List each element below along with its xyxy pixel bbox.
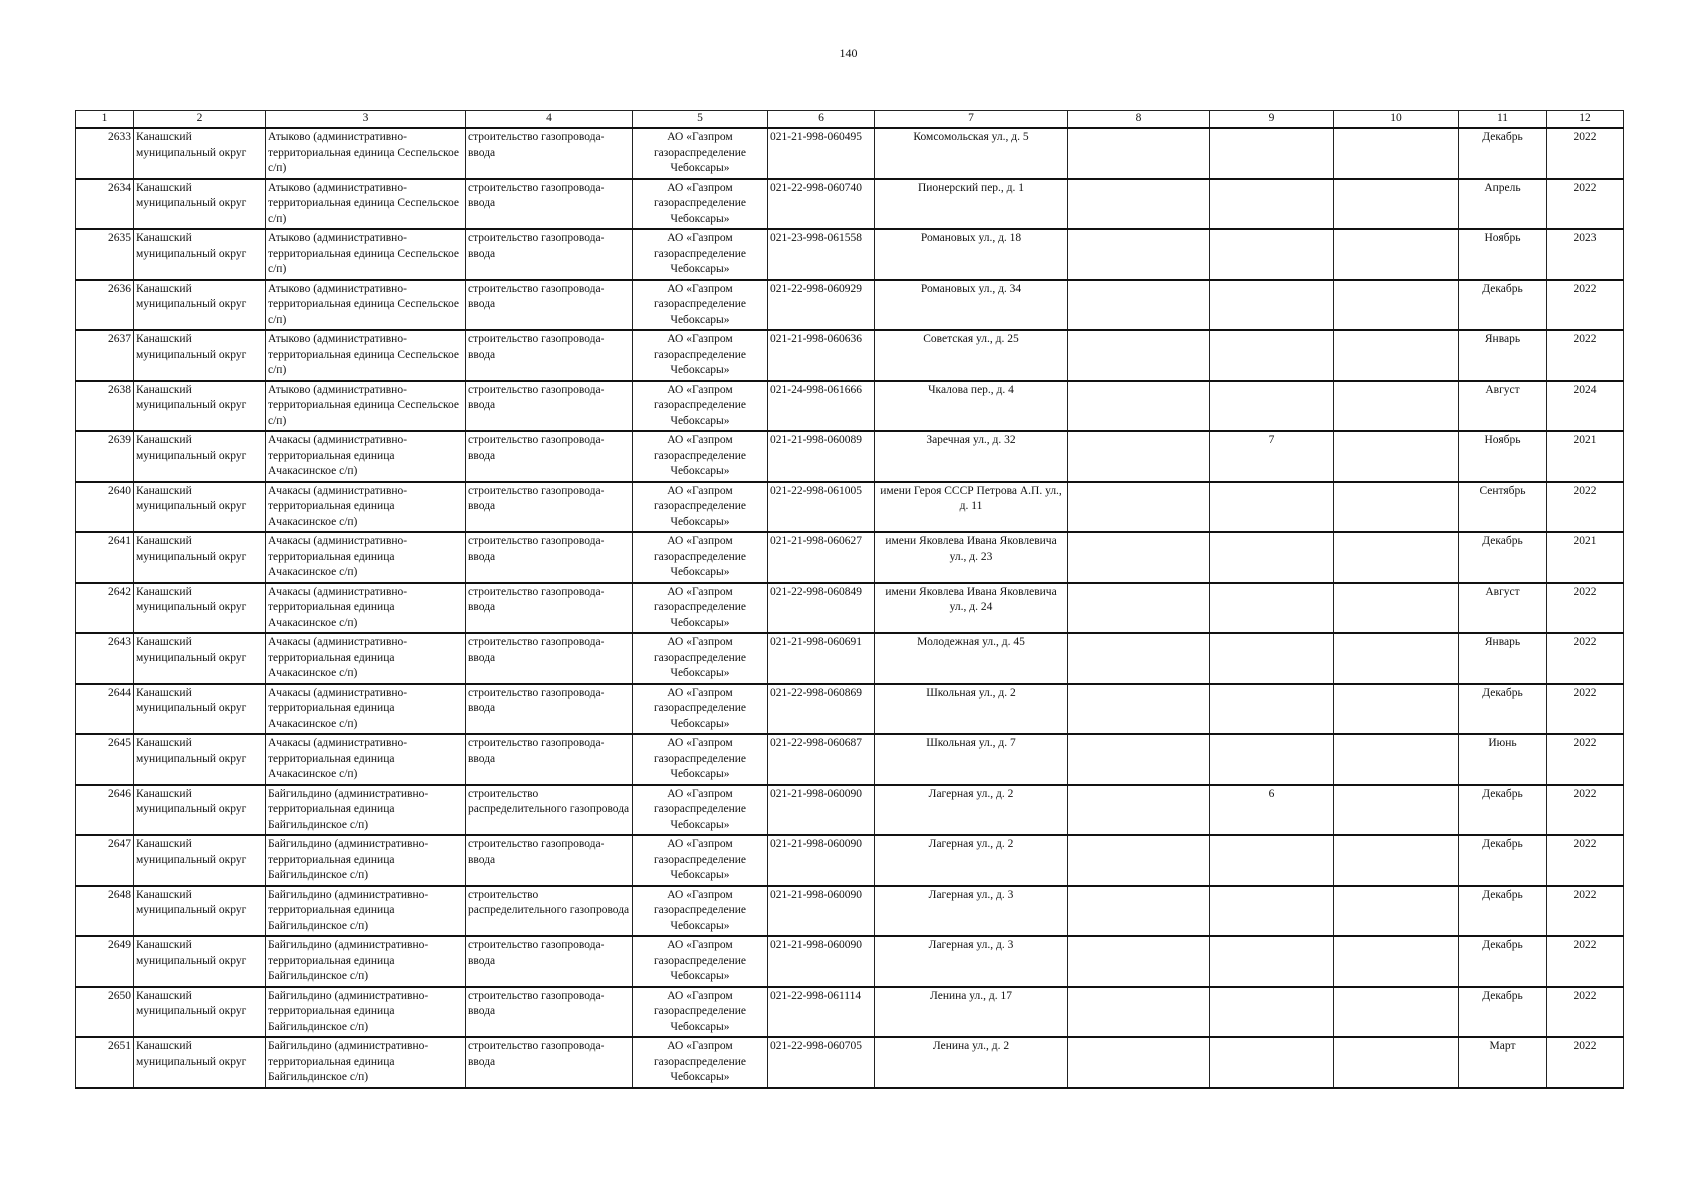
table-row <box>76 482 1624 533</box>
year-cell: 2022 <box>1547 330 1624 381</box>
district-cell: Канашский муниципальный округ <box>134 179 266 230</box>
district-cell: Канашский муниципальный округ <box>134 482 266 533</box>
district-cell: Канашский муниципальный округ <box>134 1037 266 1088</box>
year-cell: 2022 <box>1547 1037 1624 1088</box>
column-10-cell <box>1334 583 1459 634</box>
work-type-cell: строительство распределительного газопровода <box>466 785 633 836</box>
month-cell: Ноябрь <box>1459 229 1547 280</box>
table-row <box>76 633 1624 684</box>
district-cell: Канашский муниципальный округ <box>134 734 266 785</box>
work-type-cell: строительство газопровода-ввода <box>466 179 633 230</box>
year-cell: 2024 <box>1547 381 1624 432</box>
column-8-cell <box>1068 128 1210 179</box>
column-10-cell <box>1334 835 1459 886</box>
work-type-cell: строительство распределительного газопровода <box>466 886 633 937</box>
object-code-cell: 021-22-998-060849 <box>768 583 875 634</box>
address-cell: Лагерная ул., д. 3 <box>875 936 1068 987</box>
month-cell: Январь <box>1459 633 1547 684</box>
table-row <box>76 229 1624 280</box>
column-8-cell <box>1068 431 1210 482</box>
address-cell: Комсомольская ул., д. 5 <box>875 128 1068 179</box>
column-10-cell <box>1334 633 1459 684</box>
month-cell: Март <box>1459 1037 1547 1088</box>
address-cell: Романовых ул., д. 18 <box>875 229 1068 280</box>
organization-cell: АО «Газпром газораспределение Чебоксары» <box>633 280 768 331</box>
column-8-cell <box>1068 633 1210 684</box>
object-code-cell: 021-22-998-060740 <box>768 179 875 230</box>
column-9-cell <box>1210 835 1334 886</box>
row-number: 2648 <box>76 886 134 937</box>
column-8-cell <box>1068 381 1210 432</box>
organization-cell: АО «Газпром газораспределение Чебоксары» <box>633 936 768 987</box>
row-number: 2651 <box>76 1037 134 1088</box>
district-cell: Канашский муниципальный округ <box>134 936 266 987</box>
row-number: 2646 <box>76 785 134 836</box>
column-9-cell <box>1210 532 1334 583</box>
column-9-cell <box>1210 1037 1334 1088</box>
address-cell: Лагерная ул., д. 2 <box>875 785 1068 836</box>
settlement-cell: Байгильдино (административно-территориальная единица Байгильдинское с/п) <box>266 835 466 886</box>
column-10-cell <box>1334 734 1459 785</box>
work-type-cell: строительство газопровода-ввода <box>466 633 633 684</box>
column-8-cell <box>1068 229 1210 280</box>
column-8-cell <box>1068 936 1210 987</box>
row-number: 2650 <box>76 987 134 1038</box>
work-type-cell: строительство газопровода-ввода <box>466 532 633 583</box>
column-8-cell <box>1068 532 1210 583</box>
district-cell: Канашский муниципальный округ <box>134 532 266 583</box>
month-cell: Декабрь <box>1459 532 1547 583</box>
row-number: 2641 <box>76 532 134 583</box>
organization-cell: АО «Газпром газораспределение Чебоксары» <box>633 431 768 482</box>
year-cell: 2022 <box>1547 785 1624 836</box>
column-10-cell <box>1334 532 1459 583</box>
address-cell: Ленина ул., д. 2 <box>875 1037 1068 1088</box>
table-row <box>76 1037 1624 1088</box>
row-number: 2636 <box>76 280 134 331</box>
column-number: 2 <box>134 111 266 129</box>
column-10-cell <box>1334 431 1459 482</box>
column-9-cell <box>1210 684 1334 735</box>
settlement-cell: Ачакасы (административно-территориальная единица Ачакасинское с/п) <box>266 734 466 785</box>
column-8-cell <box>1068 684 1210 735</box>
district-cell: Канашский муниципальный округ <box>134 330 266 381</box>
address-cell: Ленина ул., д. 17 <box>875 987 1068 1038</box>
column-number: 3 <box>266 111 466 129</box>
month-cell: Сентябрь <box>1459 482 1547 533</box>
column-number-row <box>76 111 1624 129</box>
table-row <box>76 179 1624 230</box>
district-cell: Канашский муниципальный округ <box>134 835 266 886</box>
row-number: 2647 <box>76 835 134 886</box>
table-row <box>76 431 1624 482</box>
settlement-cell: Ачакасы (административно-территориальная единица Ачакасинское с/п) <box>266 583 466 634</box>
settlement-cell: Байгильдино (административно-территориальная единица Байгильдинское с/п) <box>266 1037 466 1088</box>
organization-cell: АО «Газпром газораспределение Чебоксары» <box>633 987 768 1038</box>
address-cell: Молодежная ул., д. 45 <box>875 633 1068 684</box>
address-cell: Лагерная ул., д. 3 <box>875 886 1068 937</box>
column-number: 9 <box>1210 111 1334 129</box>
month-cell: Декабрь <box>1459 684 1547 735</box>
object-code-cell: 021-21-998-060090 <box>768 835 875 886</box>
work-type-cell: строительство газопровода-ввода <box>466 936 633 987</box>
month-cell: Январь <box>1459 330 1547 381</box>
month-cell: Август <box>1459 381 1547 432</box>
address-cell: Школьная ул., д. 7 <box>875 734 1068 785</box>
table-row <box>76 532 1624 583</box>
district-cell: Канашский муниципальный округ <box>134 431 266 482</box>
district-cell: Канашский муниципальный округ <box>134 633 266 684</box>
column-9-cell: 6 <box>1210 785 1334 836</box>
object-code-cell: 021-24-998-061666 <box>768 381 875 432</box>
object-code-cell: 021-21-998-060495 <box>768 128 875 179</box>
row-number: 2635 <box>76 229 134 280</box>
object-code-cell: 021-22-998-060869 <box>768 684 875 735</box>
column-9-cell <box>1210 583 1334 634</box>
organization-cell: АО «Газпром газораспределение Чебоксары» <box>633 886 768 937</box>
object-code-cell: 021-21-998-060090 <box>768 936 875 987</box>
month-cell: Апрель <box>1459 179 1547 230</box>
column-number: 11 <box>1459 111 1547 129</box>
column-9-cell <box>1210 987 1334 1038</box>
address-cell: имени Яковлева Ивана Яковлевича ул., д. 24 <box>875 583 1068 634</box>
settlement-cell: Атыково (административно-территориальная единица Сеспельское с/п) <box>266 330 466 381</box>
row-number: 2638 <box>76 381 134 432</box>
table-row <box>76 583 1624 634</box>
work-type-cell: строительство газопровода-ввода <box>466 1037 633 1088</box>
organization-cell: АО «Газпром газораспределение Чебоксары» <box>633 532 768 583</box>
organization-cell: АО «Газпром газораспределение Чебоксары» <box>633 330 768 381</box>
year-cell: 2022 <box>1547 583 1624 634</box>
work-type-cell: строительство газопровода-ввода <box>466 229 633 280</box>
year-cell: 2021 <box>1547 532 1624 583</box>
district-cell: Канашский муниципальный округ <box>134 583 266 634</box>
object-code-cell: 021-22-998-061005 <box>768 482 875 533</box>
month-cell: Декабрь <box>1459 987 1547 1038</box>
table-row <box>76 936 1624 987</box>
organization-cell: АО «Газпром газораспределение Чебоксары» <box>633 633 768 684</box>
row-number: 2633 <box>76 128 134 179</box>
row-number: 2637 <box>76 330 134 381</box>
year-cell: 2023 <box>1547 229 1624 280</box>
column-9-cell <box>1210 633 1334 684</box>
organization-cell: АО «Газпром газораспределение Чебоксары» <box>633 583 768 634</box>
column-9-cell <box>1210 280 1334 331</box>
settlement-cell: Атыково (административно-территориальная единица Сеспельское с/п) <box>266 381 466 432</box>
column-9-cell <box>1210 886 1334 937</box>
column-8-cell <box>1068 330 1210 381</box>
column-8-cell <box>1068 987 1210 1038</box>
row-number: 2634 <box>76 179 134 230</box>
table-row <box>76 280 1624 331</box>
month-cell: Декабрь <box>1459 280 1547 331</box>
organization-cell: АО «Газпром газораспределение Чебоксары» <box>633 684 768 735</box>
address-cell: Заречная ул., д. 32 <box>875 431 1068 482</box>
object-code-cell: 021-22-998-061114 <box>768 987 875 1038</box>
month-cell: Декабрь <box>1459 128 1547 179</box>
year-cell: 2021 <box>1547 431 1624 482</box>
column-10-cell <box>1334 1037 1459 1088</box>
table-row <box>76 835 1624 886</box>
organization-cell: АО «Газпром газораспределение Чебоксары» <box>633 229 768 280</box>
column-10-cell <box>1334 684 1459 735</box>
table-row <box>76 684 1624 735</box>
month-cell: Июнь <box>1459 734 1547 785</box>
column-8-cell <box>1068 583 1210 634</box>
settlement-cell: Ачакасы (административно-территориальная единица Ачакасинское с/п) <box>266 431 466 482</box>
registry-table <box>75 110 1624 1089</box>
address-cell: Советская ул., д. 25 <box>875 330 1068 381</box>
year-cell: 2022 <box>1547 128 1624 179</box>
column-8-cell <box>1068 734 1210 785</box>
month-cell: Август <box>1459 583 1547 634</box>
table-row <box>76 330 1624 381</box>
work-type-cell: строительство газопровода-ввода <box>466 583 633 634</box>
object-code-cell: 021-21-998-060089 <box>768 431 875 482</box>
settlement-cell: Ачакасы (административно-территориальная единица Ачакасинское с/п) <box>266 482 466 533</box>
column-9-cell <box>1210 330 1334 381</box>
column-10-cell <box>1334 280 1459 331</box>
year-cell: 2022 <box>1547 179 1624 230</box>
month-cell: Декабрь <box>1459 835 1547 886</box>
work-type-cell: строительство газопровода-ввода <box>466 381 633 432</box>
organization-cell: АО «Газпром газораспределение Чебоксары» <box>633 179 768 230</box>
address-cell: Лагерная ул., д. 2 <box>875 835 1068 886</box>
column-8-cell <box>1068 886 1210 937</box>
column-10-cell <box>1334 179 1459 230</box>
column-10-cell <box>1334 886 1459 937</box>
work-type-cell: строительство газопровода-ввода <box>466 734 633 785</box>
column-9-cell: 7 <box>1210 431 1334 482</box>
year-cell: 2022 <box>1547 987 1624 1038</box>
table-row <box>76 734 1624 785</box>
organization-cell: АО «Газпром газораспределение Чебоксары» <box>633 482 768 533</box>
column-number: 10 <box>1334 111 1459 129</box>
settlement-cell: Байгильдино (административно-территориальная единица Байгильдинское с/п) <box>266 785 466 836</box>
row-number: 2645 <box>76 734 134 785</box>
settlement-cell: Атыково (административно-территориальная единица Сеспельское с/п) <box>266 229 466 280</box>
column-10-cell <box>1334 482 1459 533</box>
month-cell: Ноябрь <box>1459 431 1547 482</box>
column-8-cell <box>1068 179 1210 230</box>
month-cell: Декабрь <box>1459 886 1547 937</box>
organization-cell: АО «Газпром газораспределение Чебоксары» <box>633 1037 768 1088</box>
settlement-cell: Атыково (административно-территориальная единица Сеспельское с/п) <box>266 179 466 230</box>
column-number: 12 <box>1547 111 1624 129</box>
district-cell: Канашский муниципальный округ <box>134 987 266 1038</box>
column-number: 4 <box>466 111 633 129</box>
year-cell: 2022 <box>1547 835 1624 886</box>
address-cell: Пионерский пер., д. 1 <box>875 179 1068 230</box>
column-8-cell <box>1068 280 1210 331</box>
work-type-cell: строительство газопровода-ввода <box>466 987 633 1038</box>
organization-cell: АО «Газпром газораспределение Чебоксары» <box>633 785 768 836</box>
row-number: 2643 <box>76 633 134 684</box>
year-cell: 2022 <box>1547 633 1624 684</box>
row-number: 2642 <box>76 583 134 634</box>
column-9-cell <box>1210 128 1334 179</box>
organization-cell: АО «Газпром газораспределение Чебоксары» <box>633 835 768 886</box>
column-number: 1 <box>76 111 134 129</box>
column-10-cell <box>1334 330 1459 381</box>
district-cell: Канашский муниципальный округ <box>134 128 266 179</box>
column-8-cell <box>1068 785 1210 836</box>
object-code-cell: 021-21-998-060090 <box>768 785 875 836</box>
address-cell: имени Героя СССР Петрова А.П. ул., д. 11 <box>875 482 1068 533</box>
column-9-cell <box>1210 734 1334 785</box>
work-type-cell: строительство газопровода-ввода <box>466 280 633 331</box>
object-code-cell: 021-21-998-060627 <box>768 532 875 583</box>
column-8-cell <box>1068 482 1210 533</box>
column-10-cell <box>1334 936 1459 987</box>
column-8-cell <box>1068 835 1210 886</box>
settlement-cell: Байгильдино (административно-территориальная единица Байгильдинское с/п) <box>266 987 466 1038</box>
organization-cell: АО «Газпром газораспределение Чебоксары» <box>633 381 768 432</box>
table-body <box>76 111 1624 1088</box>
object-code-cell: 021-21-998-060636 <box>768 330 875 381</box>
settlement-cell: Атыково (административно-территориальная единица Сеспельское с/п) <box>266 280 466 331</box>
column-8-cell <box>1068 1037 1210 1088</box>
table-row <box>76 785 1624 836</box>
year-cell: 2022 <box>1547 734 1624 785</box>
table-row <box>76 128 1624 179</box>
settlement-cell: Атыково (административно-территориальная единица Сеспельское с/п) <box>266 128 466 179</box>
column-number: 6 <box>768 111 875 129</box>
column-9-cell <box>1210 936 1334 987</box>
object-code-cell: 021-22-998-060687 <box>768 734 875 785</box>
settlement-cell: Ачакасы (административно-территориальная единица Ачакасинское с/п) <box>266 684 466 735</box>
organization-cell: АО «Газпром газораспределение Чебоксары» <box>633 734 768 785</box>
district-cell: Канашский муниципальный округ <box>134 785 266 836</box>
settlement-cell: Ачакасы (административно-территориальная единица Ачакасинское с/п) <box>266 532 466 583</box>
column-number: 8 <box>1068 111 1210 129</box>
district-cell: Канашский муниципальный округ <box>134 280 266 331</box>
column-10-cell <box>1334 785 1459 836</box>
organization-cell: АО «Газпром газораспределение Чебоксары» <box>633 128 768 179</box>
object-code-cell: 021-21-998-060090 <box>768 886 875 937</box>
settlement-cell: Ачакасы (административно-территориальная единица Ачакасинское с/п) <box>266 633 466 684</box>
address-cell: имени Яковлева Ивана Яковлевича ул., д. 23 <box>875 532 1068 583</box>
month-cell: Декабрь <box>1459 936 1547 987</box>
row-number: 2640 <box>76 482 134 533</box>
row-number: 2639 <box>76 431 134 482</box>
column-10-cell <box>1334 128 1459 179</box>
work-type-cell: строительство газопровода-ввода <box>466 431 633 482</box>
object-code-cell: 021-22-998-060929 <box>768 280 875 331</box>
table-row <box>76 987 1624 1038</box>
district-cell: Канашский муниципальный округ <box>134 684 266 735</box>
year-cell: 2022 <box>1547 684 1624 735</box>
work-type-cell: строительство газопровода-ввода <box>466 128 633 179</box>
district-cell: Канашский муниципальный округ <box>134 886 266 937</box>
year-cell: 2022 <box>1547 482 1624 533</box>
settlement-cell: Байгильдино (административно-территориальная единица Байгильдинское с/п) <box>266 936 466 987</box>
month-cell: Декабрь <box>1459 785 1547 836</box>
column-9-cell <box>1210 229 1334 280</box>
object-code-cell: 021-21-998-060691 <box>768 633 875 684</box>
district-cell: Канашский муниципальный округ <box>134 229 266 280</box>
work-type-cell: строительство газопровода-ввода <box>466 684 633 735</box>
column-number: 7 <box>875 111 1068 129</box>
column-9-cell <box>1210 381 1334 432</box>
district-cell: Канашский муниципальный округ <box>134 381 266 432</box>
year-cell: 2022 <box>1547 936 1624 987</box>
address-cell: Чкалова пер., д. 4 <box>875 381 1068 432</box>
column-10-cell <box>1334 229 1459 280</box>
table-row <box>76 886 1624 937</box>
work-type-cell: строительство газопровода-ввода <box>466 835 633 886</box>
column-number: 5 <box>633 111 768 129</box>
address-cell: Романовых ул., д. 34 <box>875 280 1068 331</box>
column-10-cell <box>1334 381 1459 432</box>
page-number: 140 <box>839 46 858 60</box>
settlement-cell: Байгильдино (административно-территориальная единица Байгильдинское с/п) <box>266 886 466 937</box>
year-cell: 2022 <box>1547 280 1624 331</box>
row-number: 2644 <box>76 684 134 735</box>
year-cell: 2022 <box>1547 886 1624 937</box>
object-code-cell: 021-22-998-060705 <box>768 1037 875 1088</box>
column-10-cell <box>1334 987 1459 1038</box>
work-type-cell: строительство газопровода-ввода <box>466 330 633 381</box>
object-code-cell: 021-23-998-061558 <box>768 229 875 280</box>
table-row <box>76 381 1624 432</box>
column-9-cell <box>1210 482 1334 533</box>
row-number: 2649 <box>76 936 134 987</box>
address-cell: Школьная ул., д. 2 <box>875 684 1068 735</box>
column-9-cell <box>1210 179 1334 230</box>
work-type-cell: строительство газопровода-ввода <box>466 482 633 533</box>
